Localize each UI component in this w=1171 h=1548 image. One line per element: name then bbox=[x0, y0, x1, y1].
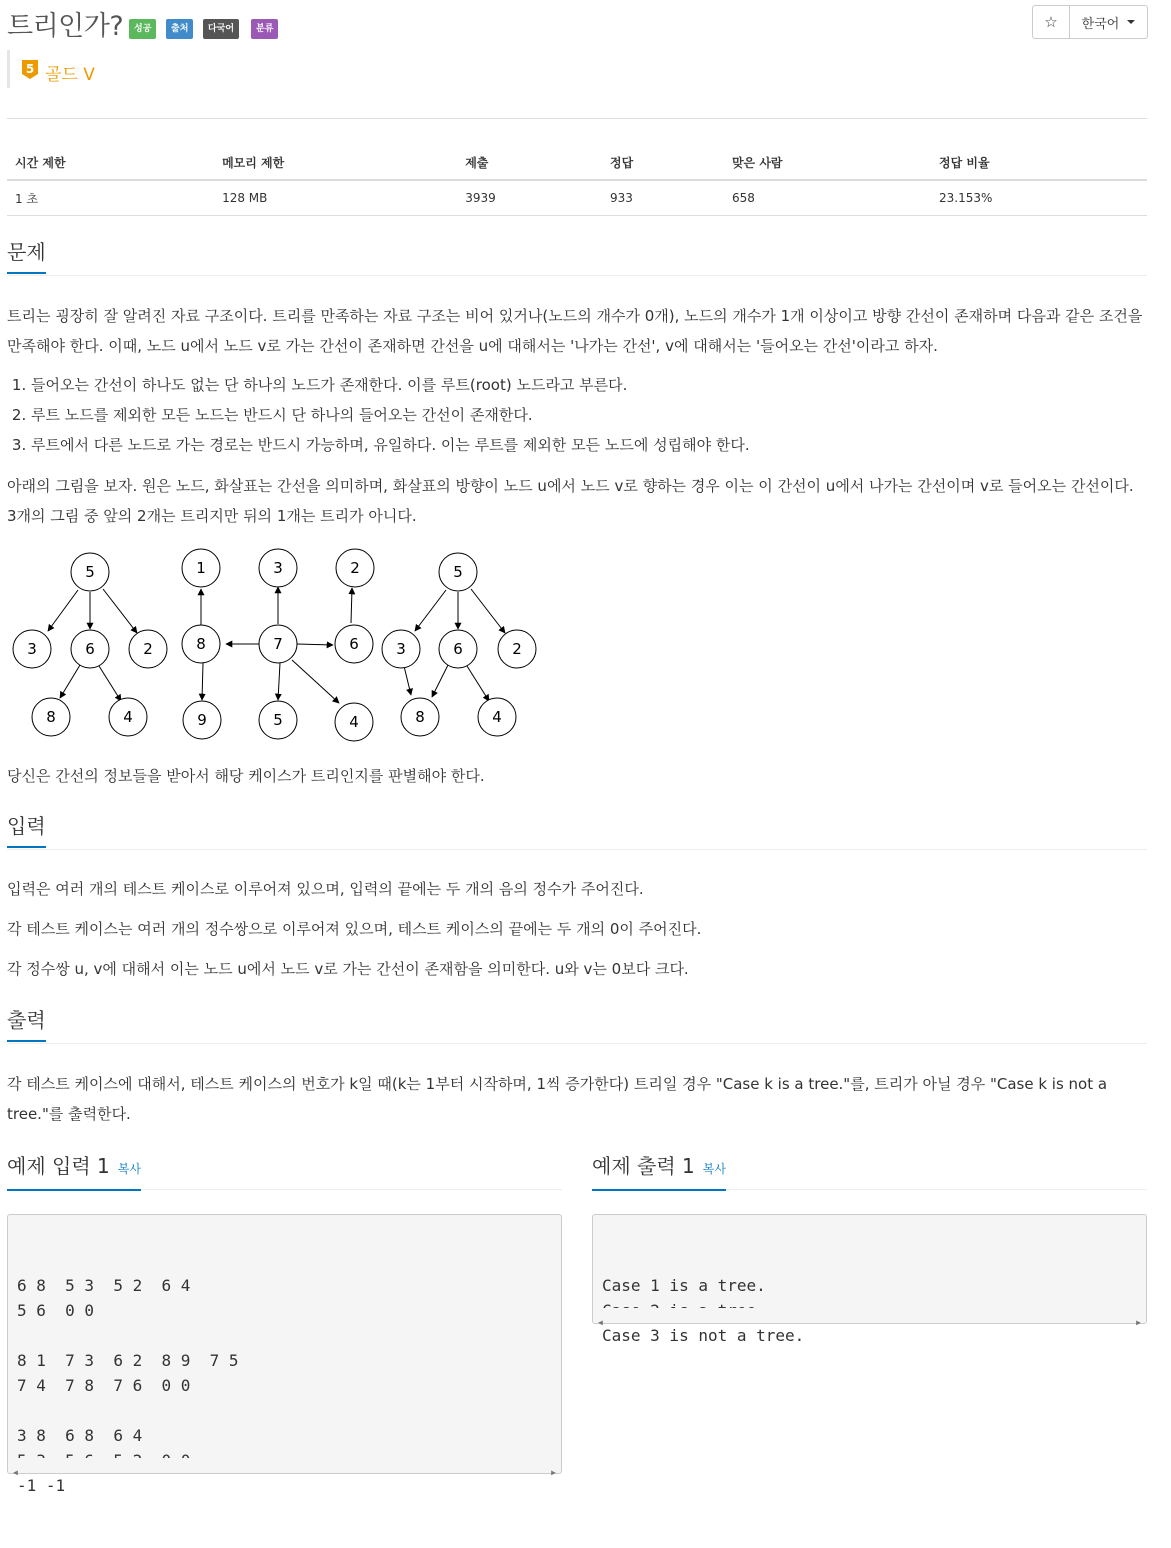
node-label: 6 bbox=[349, 635, 359, 653]
sample-input-text: 6 8 5 3 5 2 6 4 5 6 0 0 8 1 7 3 6 2 8 9 7 5 7 4 7 8 7 6 0 0 3 8 6 8 6 4 -1 -1 bbox=[17, 1276, 239, 1495]
node-label: 4 bbox=[492, 708, 502, 726]
input-section-title: 입력 bbox=[7, 812, 46, 848]
node-label: 2 bbox=[512, 640, 522, 658]
sample-output-header bbox=[592, 1152, 1147, 1190]
problem-title: 트리인가? bbox=[7, 11, 124, 42]
header-time-limit: 시간 제한 bbox=[7, 119, 214, 181]
node-label: 2 bbox=[350, 559, 360, 577]
submissions-value: 3939 bbox=[457, 180, 602, 216]
input-line: 각 테스트 케이스는 여러 개의 정수쌍으로 이루어져 있으며, 테스트 케이스의 끝에는 두 개의 0이 주어진다. bbox=[7, 920, 702, 938]
task-description: 당신은 간선의 정보들을 받아서 해당 케이스가 트리인지를 판별해야 한다. bbox=[7, 767, 485, 785]
node-label: 2 bbox=[143, 640, 153, 658]
node-label: 3 bbox=[396, 640, 406, 658]
accepted-value: 933 bbox=[602, 180, 724, 216]
output-description: 각 테스트 케이스에 대해서, 테스트 케이스의 번호가 k일 때(k는 1부터 시작하며, 1씩 증가한다) 트리일 경우 "Case k is a tree."를, 트리가 아닐 경우 "Case k is not a tree."를 출력한다. bbox=[7, 1075, 1108, 1123]
tier-badge-number: 5 bbox=[25, 62, 35, 76]
problem-section-header bbox=[7, 238, 1147, 276]
copy-output-link[interactable]: 복사 bbox=[702, 1162, 726, 1176]
node-label: 1 bbox=[196, 559, 206, 577]
header-ratio: 정답 비율 bbox=[931, 119, 1147, 181]
node-label: 4 bbox=[123, 708, 133, 726]
tier-text[interactable]: 골드 V bbox=[45, 65, 95, 85]
node-label: 7 bbox=[273, 635, 283, 653]
sample-input-heading bbox=[7, 1152, 141, 1191]
tier-divider bbox=[7, 50, 11, 88]
sample-input-header bbox=[7, 1152, 562, 1190]
list-item: 2. 루트 노드를 제외한 모든 노드는 반드시 단 하나의 들어오는 간선이 존재한다. bbox=[31, 400, 1171, 430]
input-line: 입력은 여러 개의 테스트 케이스로 이루어져 있으며, 입력의 끝에는 두 개의 음의 정수가 주어진다. bbox=[7, 880, 644, 898]
node-label: 6 bbox=[85, 640, 95, 658]
node-label: 5 bbox=[85, 563, 95, 581]
table-row bbox=[7, 180, 1147, 216]
node-label: 5 bbox=[453, 563, 463, 581]
horizontal-scrollbar[interactable] bbox=[9, 1458, 560, 1477]
scroll-right-icon[interactable]: ▶ bbox=[1136, 1318, 1141, 1327]
scroll-right-icon[interactable]: ▶ bbox=[551, 1468, 556, 1477]
input-section-header bbox=[7, 812, 1147, 850]
input-line: 각 정수쌍 u, v에 대해서 이는 노드 u에서 노드 v로 가는 간선이 존재함을 의미한다. u와 v는 0보다 크다. bbox=[7, 960, 689, 978]
sample-output-heading bbox=[592, 1152, 726, 1191]
language-dropdown[interactable] bbox=[1070, 6, 1147, 38]
tier-badge-icon bbox=[22, 60, 38, 79]
success-label[interactable]: 성공 bbox=[129, 19, 156, 39]
memory-limit-value: 128 MB bbox=[214, 180, 457, 216]
multilang-label[interactable]: 다국어 bbox=[203, 19, 239, 39]
sample-output-box[interactable] bbox=[592, 1214, 1147, 1345]
node-label: 8 bbox=[415, 708, 425, 726]
node-label: 3 bbox=[273, 559, 283, 577]
time-limit-value: 1 초 bbox=[7, 180, 214, 216]
figure-description: 아래의 그림을 보자. 원은 노드, 화살표는 간선을 의미하며, 화살표의 방향이 노드 u에서 노드 v로 향하는 경우 이는 이 간선이 u에서 나가는 간선이며 v로 들어오는 간선이다. 3개의 그림 중 앞의 2개는 트리지만 뒤의 1개는 트리가 아니다. bbox=[7, 477, 1134, 525]
scroll-left-icon[interactable]: ◀ bbox=[598, 1318, 603, 1327]
node-label: 6 bbox=[453, 640, 463, 658]
problem-section-title: 문제 bbox=[7, 238, 46, 274]
header-submissions: 제출 bbox=[457, 119, 602, 181]
star-icon: ☆ bbox=[1044, 13, 1058, 31]
source-label[interactable]: 출처 bbox=[166, 19, 193, 39]
sample-output-title: 예제 출력 1 bbox=[592, 1154, 695, 1178]
condition-list bbox=[7, 370, 1171, 460]
header-solvers: 맞은 사람 bbox=[724, 119, 931, 181]
language-label: 한국어 bbox=[1081, 16, 1120, 32]
node-label: 5 bbox=[273, 711, 283, 729]
sample-input-title: 예제 입력 1 bbox=[7, 1154, 110, 1178]
output-section-title: 출력 bbox=[7, 1006, 46, 1042]
copy-input-link[interactable]: 복사 bbox=[117, 1162, 141, 1176]
toolbar-buttons bbox=[1032, 5, 1148, 39]
problem-description: 트리는 굉장히 잘 알려진 자료 구조이다. 트리를 만족하는 자료 구조는 비어 있거나(노드의 개수가 0개), 노드의 개수가 1개 이상이고 방향 간선이 존재하며 다음과 같은 조건을 만족해야 한다. 이때, 노드 u에서 노드 v로 가는 간선이 존재하면 간선을 u에 대해서는 '나가는 간선', v에 대해서는 '들어오는 간선'이라고 하자. bbox=[7, 307, 1143, 355]
tree-figure bbox=[7, 545, 542, 745]
horizontal-scrollbar[interactable] bbox=[594, 1308, 1145, 1327]
node-label: 8 bbox=[196, 635, 206, 653]
scroll-left-icon[interactable]: ◀ bbox=[13, 1468, 18, 1477]
node-label: 8 bbox=[46, 708, 56, 726]
list-item: 1. 들어오는 간선이 하나도 없는 단 하나의 노드가 존재한다. 이를 루트(root) 노드라고 부른다. bbox=[31, 370, 1171, 400]
star-button[interactable] bbox=[1033, 6, 1070, 38]
node-label: 9 bbox=[197, 711, 207, 729]
list-item: 3. 루트에서 다른 노드로 가는 경로는 반드시 가능하며, 유일하다. 이는 루트를 제외한 모든 노드에 성립해야 한다. bbox=[31, 430, 1171, 460]
caret-down-icon bbox=[1127, 20, 1135, 24]
node-label: 4 bbox=[349, 713, 359, 731]
solvers-value: 658 bbox=[724, 180, 931, 216]
output-section-header bbox=[7, 1006, 1147, 1044]
header-accepted: 정답 bbox=[602, 119, 724, 181]
category-label[interactable]: 분류 bbox=[251, 19, 278, 39]
node-label: 3 bbox=[27, 640, 37, 658]
sample-output-text: Case 1 is a tree. Case 3 is not a tree. bbox=[602, 1276, 805, 1345]
header-memory-limit: 메모리 제한 bbox=[214, 119, 457, 181]
problem-info-table bbox=[7, 118, 1147, 216]
ratio-value: 23.153% bbox=[931, 180, 1147, 216]
sample-input-box[interactable] bbox=[7, 1214, 562, 1495]
